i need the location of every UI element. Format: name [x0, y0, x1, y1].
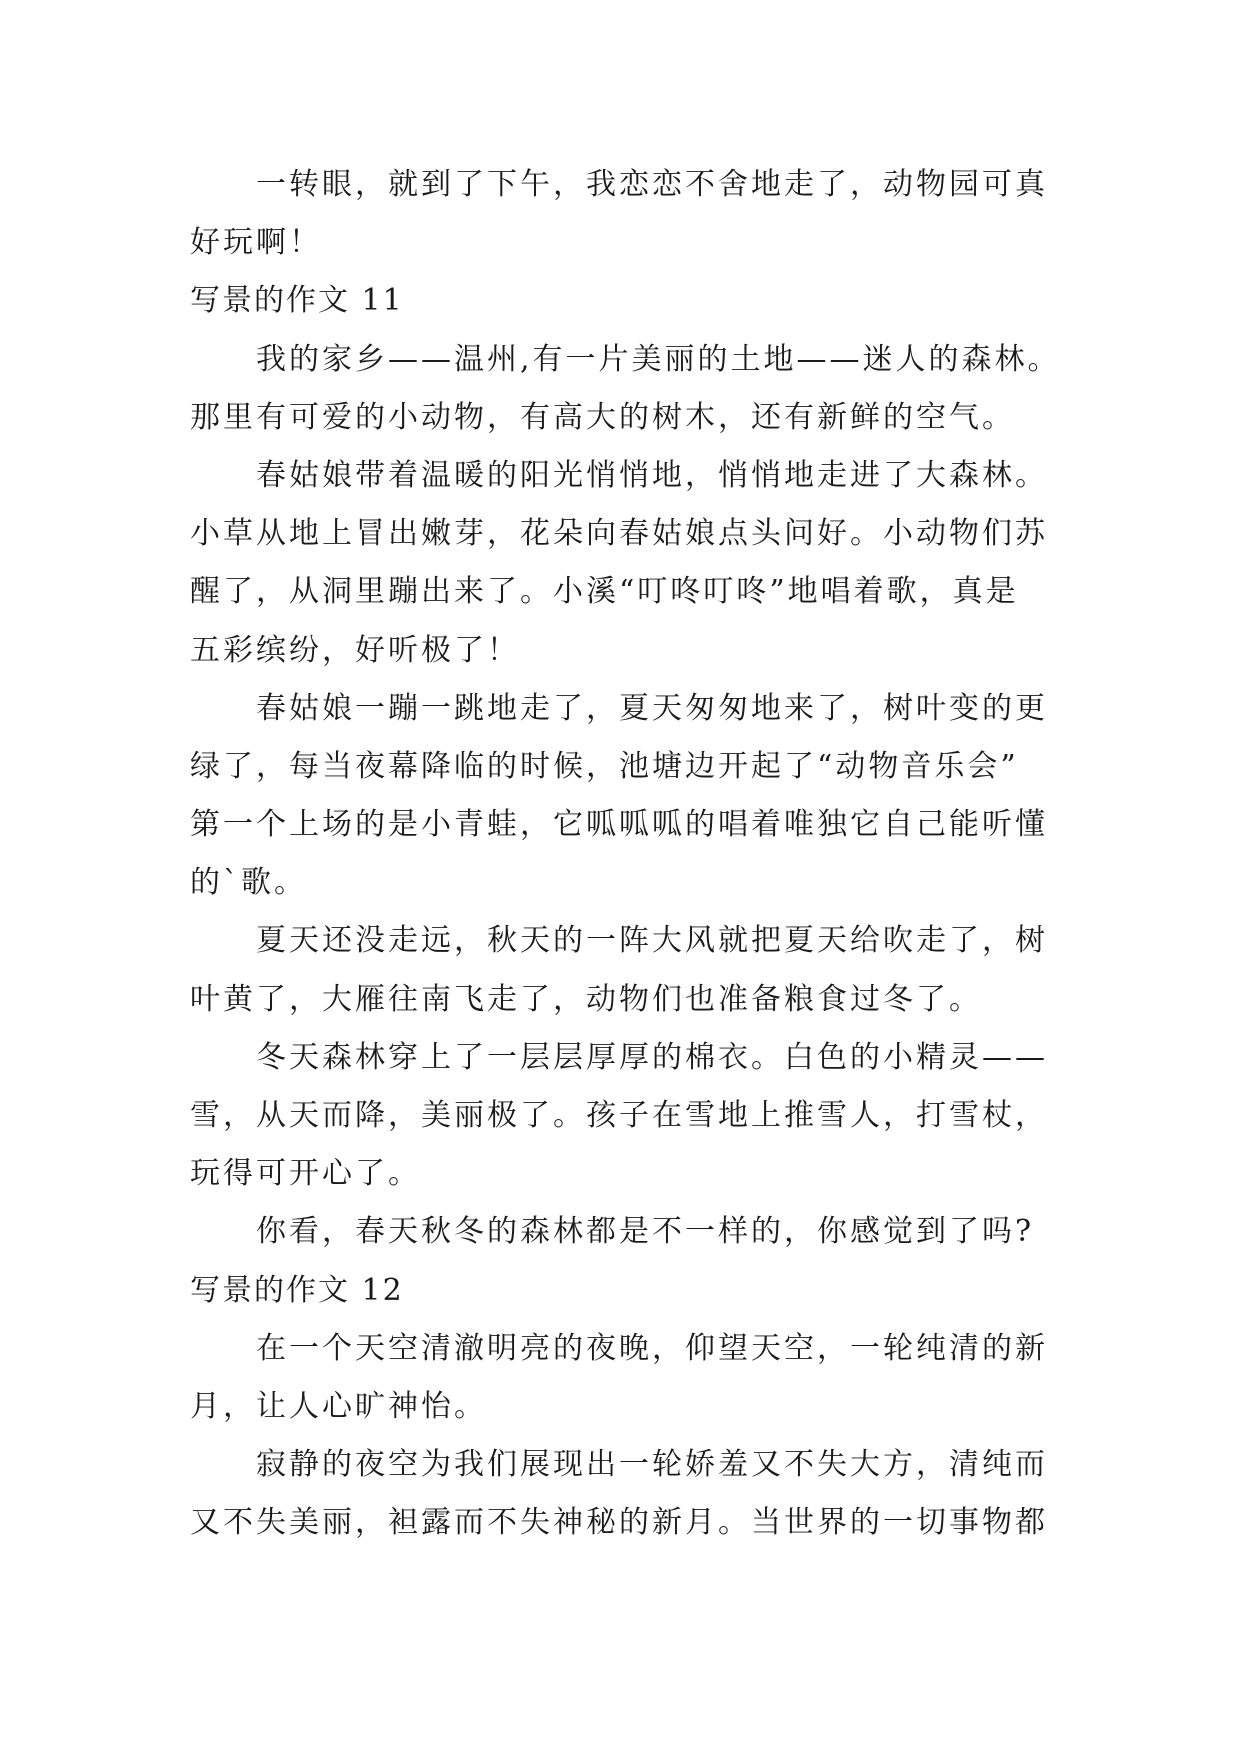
text-line: 春姑娘带着温暖的阳光悄悄地，悄悄地走进了大森林。: [256, 457, 1048, 493]
text-line: 好玩啊！: [190, 225, 322, 261]
text-line: 绿了，每当夜幕降临的时候，池塘边开起了“动物音乐会”: [190, 748, 1019, 784]
text-line: 月，让人心旷神怡。: [190, 1388, 487, 1424]
text-line: 玩得可开心了。: [190, 1156, 421, 1192]
text-line: 你看，春天秋冬的森林都是不一样的，你感觉到了吗?: [256, 1214, 1035, 1250]
section-heading: 写景的作文 12: [190, 1272, 404, 1308]
text-line: 雪，从天而降，美丽极了。孩子在雪地上推雪人，打雪杖，: [190, 1098, 1048, 1133]
text-line: 的`歌。: [190, 865, 307, 901]
text-line: 冬天森林穿上了一层层厚厚的棉衣。白色的小精灵——: [256, 1039, 1048, 1075]
text-line: 第一个上场的是小青蛙，它呱呱呱的唱着唯独它自己能听懂: [190, 807, 1048, 843]
text-line: 寂静的夜空为我们展现出一轮娇羞又不失大方，清纯而: [256, 1447, 1048, 1483]
text-line: 春姑娘一蹦一跳地走了，夏天匆匆地来了，树叶变的更: [256, 690, 1048, 726]
text-line: 又不失美丽，袒露而不失神秘的新月。当世界的一切事物都: [190, 1505, 1048, 1541]
text-line: 小草从地上冒出嫩芽，花朵向春姑娘点头问好。小动物们苏: [190, 516, 1048, 552]
text-line: 夏天还没走远，秋天的一阵大风就把夏天给吹走了，树: [256, 923, 1048, 959]
section-heading: 写景的作文 11: [190, 283, 404, 319]
text-line: 叶黄了，大雁往南飞走了，动物们也准备粮食过冬了。: [190, 981, 982, 1017]
document-page: [190, 156, 1061, 1553]
text-line: 醒了，从洞里蹦出来了。小溪“叮咚叮咚”地唱着歌，真是: [190, 574, 1019, 610]
text-line: 一转眼，就到了下午，我恋恋不舍地走了，动物园可真: [256, 167, 1048, 202]
text-line: 五彩缤纷，好听极了！: [190, 632, 520, 668]
text-line: 那里有可爱的小动物，有高大的树木，还有新鲜的空气。: [190, 399, 1015, 435]
text-line: 在一个天空清澈明亮的夜晚，仰望天空，一轮纯清的新: [256, 1330, 1048, 1366]
text-line: 我的家乡——温州,有一片美丽的土地——迷人的森林。: [256, 341, 1061, 377]
